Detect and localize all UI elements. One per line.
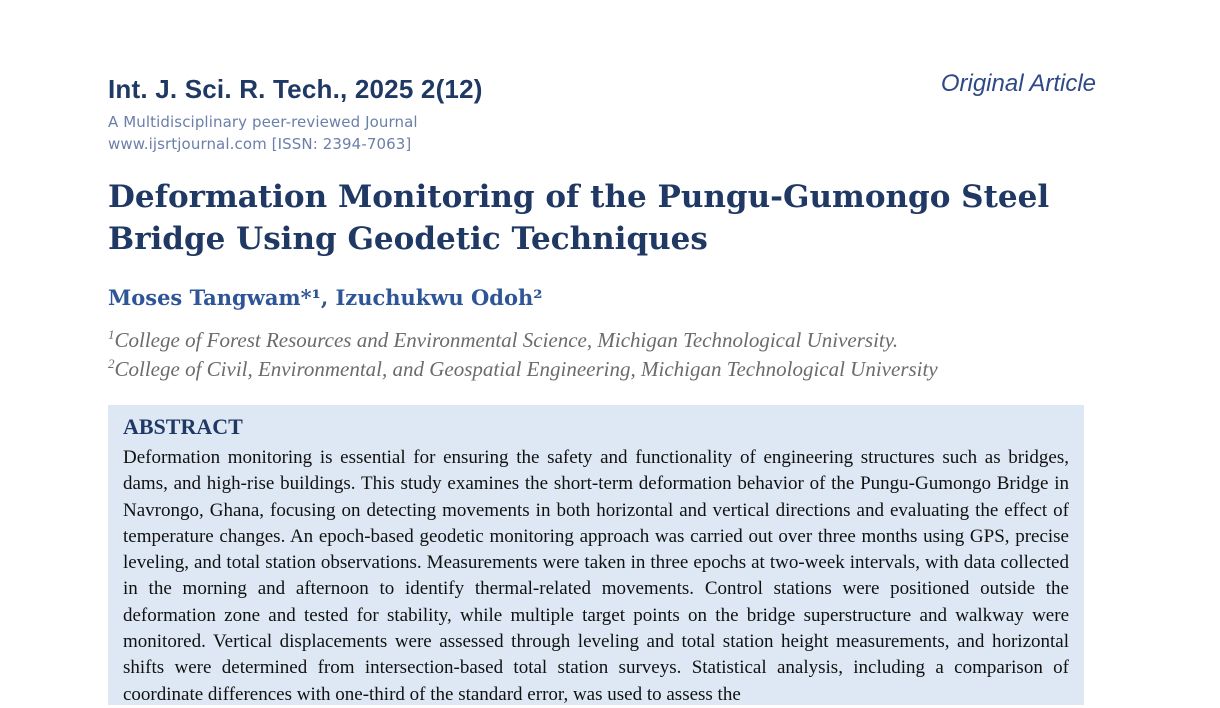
abstract-heading: ABSTRACT: [123, 414, 243, 439]
journal-website: www.ijsrtjournal.com [ISSN: 2394-7063]: [108, 135, 412, 153]
affiliation-marker: 1: [108, 327, 115, 342]
affiliation-1: [108, 327, 898, 353]
abstract-text: Deformation monitoring is essential for ensuring the safety and functionality of engineering structures such as bridges, dams, and high-rise buildings. This study examines the short-term deformation behavior of the Pungu-Gumongo Bridge in Navrongo, Ghana, focusing on detecting movements in both horizontal and vertical directions and evaluating the effect of temperature changes. An epoch-based geodetic monitoring approach was carried out over three months using GPS, precise leveling, and total station observations. Measurements were taken in three epochs at two-week intervals, with data collected in the morning and afternoon to identify thermal-related movements. Control stations were positioned outside the deformation zone and tested for stability, while multiple target points on the bridge superstructure and walkway were monitored. Vertical displacements were assessed through leveling and total station height measurements, and horizontal shifts were determined from intersection-based total station surveys. Statistical analysis, including a comparison of coordinate differences with one-third of the standard error, was used to assess the: [123, 447, 1069, 705]
article-title: Deformation Monitoring of the Pungu-Gumongo Steel Bridge Using Geodetic Techniques: [108, 179, 1050, 257]
author-list: Moses Tangwam*¹, Izuchukwu Odoh²: [108, 285, 543, 310]
journal-subtitle: A Multidisciplinary peer-reviewed Journal: [108, 113, 418, 131]
abstract-box: [108, 405, 1084, 705]
affiliation-2: [108, 356, 938, 382]
journal-name: Int. J. Sci. R. Tech., 2025 2(12): [108, 74, 483, 104]
article-type: Original Article: [940, 70, 1096, 97]
affiliation-text: College of Forest Resources and Environmental Science, Michigan Technological University.: [114, 328, 899, 352]
affiliation-marker: 2: [108, 356, 115, 371]
affiliation-text: College of Civil, Environmental, and Geospatial Engineering, Michigan Technological University: [114, 357, 938, 381]
